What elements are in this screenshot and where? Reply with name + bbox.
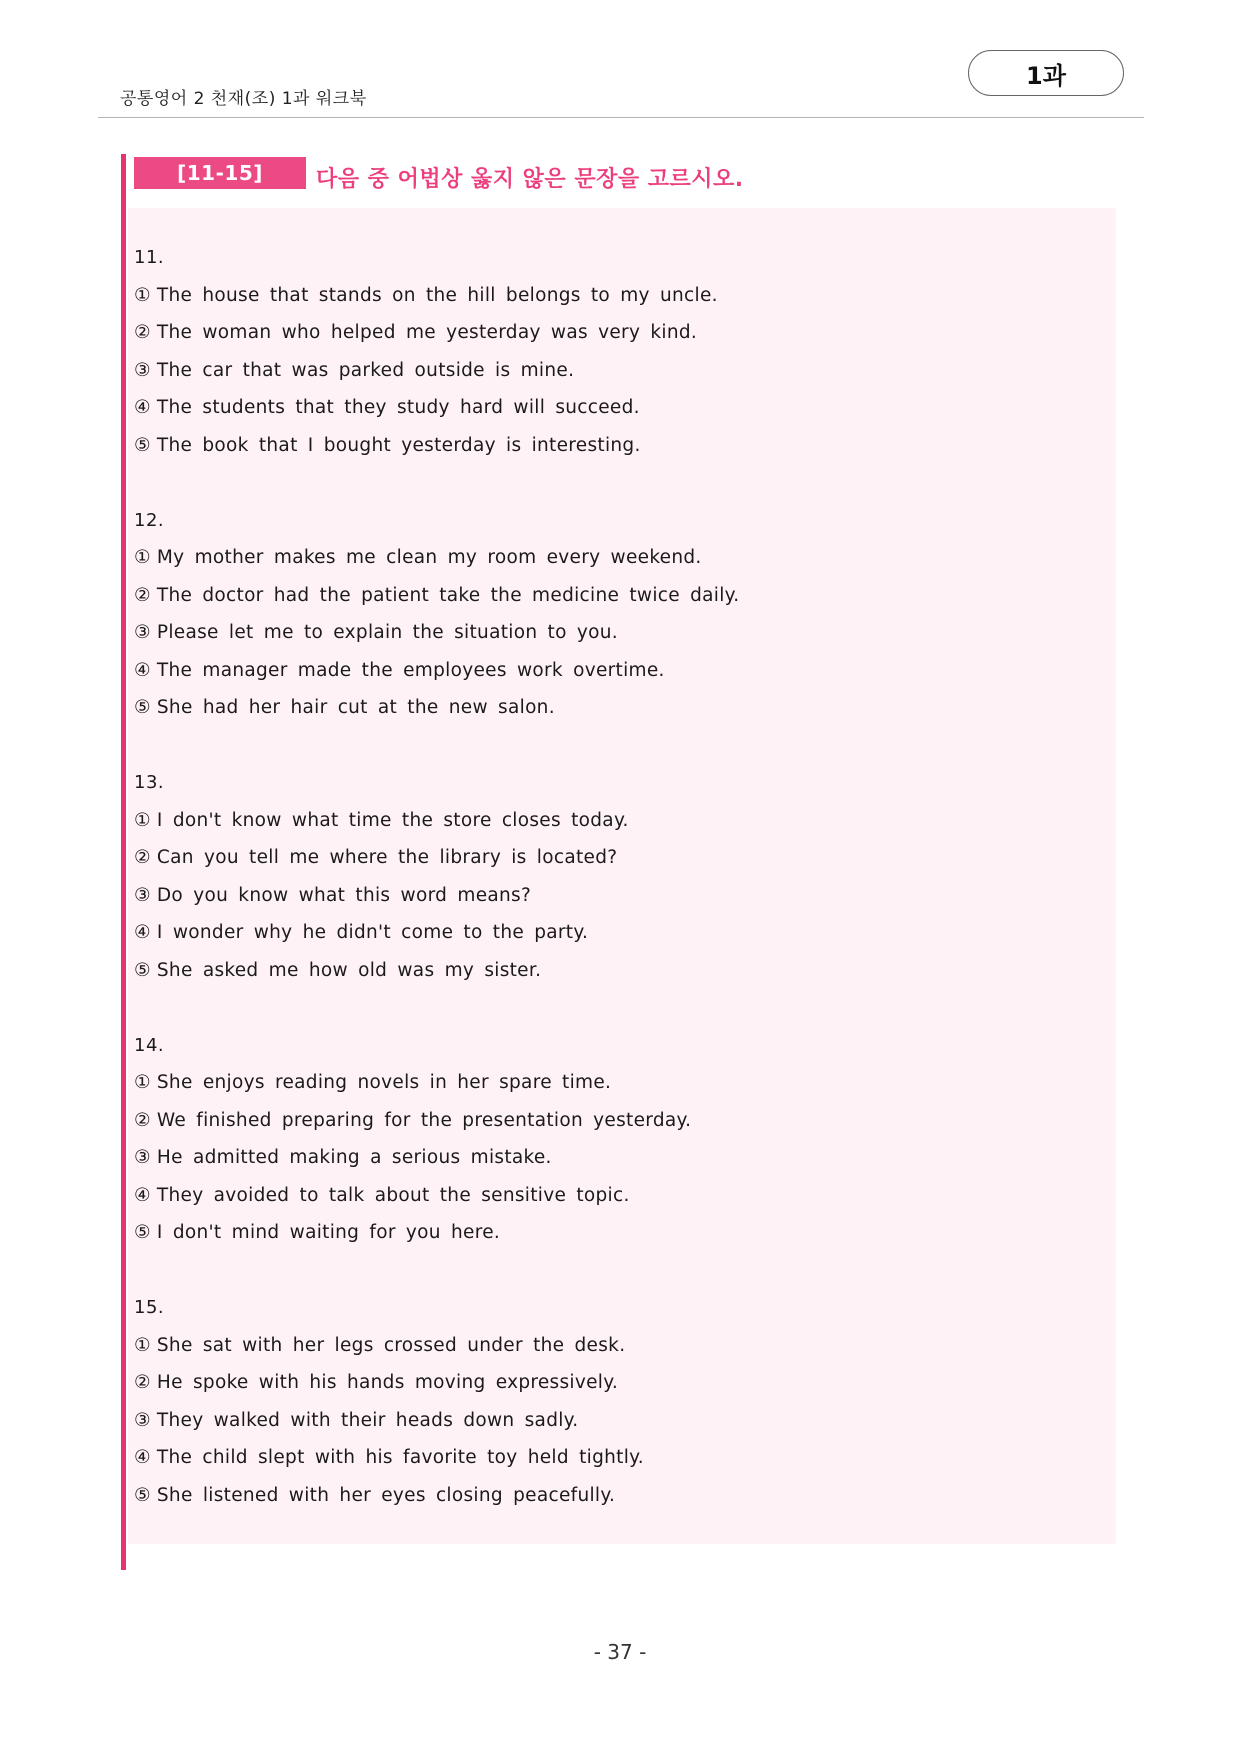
answer-option: [134, 393, 1094, 431]
option-text: I wonder why he didn't come to the party.: [156, 922, 589, 943]
option-text: They walked with their heads down sadly.: [156, 1409, 579, 1431]
question-block: [134, 1293, 1094, 1556]
option-marker: ②: [134, 1372, 151, 1393]
option-marker: ①: [134, 809, 151, 831]
answer-option: [134, 1406, 1094, 1444]
option-marker: ③: [134, 622, 151, 643]
answer-option: [134, 581, 1094, 619]
option-marker: ⑤: [134, 1484, 151, 1506]
answer-option: [134, 618, 1094, 656]
option-marker: ②: [134, 584, 151, 606]
answer-option: [134, 543, 1094, 581]
question-number: 11.: [134, 247, 165, 268]
option-marker: ⑤: [134, 697, 151, 718]
header-divider: [98, 117, 1144, 118]
option-text: The woman who helped me yesterday was very kind.: [156, 322, 698, 343]
option-marker: ①: [134, 284, 151, 306]
question-list: [134, 243, 1094, 1556]
option-text: The child slept with his favorite toy held tightly.: [156, 1447, 644, 1468]
option-marker: ②: [134, 847, 151, 868]
option-text: I don't mind waiting for you here.: [156, 1222, 501, 1243]
question-block: [134, 506, 1094, 769]
question-range-tag: [11-15]: [134, 157, 306, 189]
option-text: Do you know what this word means?: [156, 884, 532, 906]
option-marker: ①: [134, 1072, 151, 1093]
option-marker: ③: [134, 1147, 151, 1168]
option-marker: ⑤: [134, 959, 151, 981]
option-text: We finished preparing for the presentation yesterday.: [156, 1109, 692, 1131]
question-number: 15.: [134, 1297, 165, 1318]
answer-option: [134, 1331, 1094, 1369]
option-marker: ③: [134, 884, 151, 906]
answer-option: [134, 806, 1094, 844]
chapter-badge: 1과: [968, 50, 1124, 96]
document-title: 공통영어 2 천재(조) 1과 워크북: [120, 89, 367, 109]
option-text: He spoke with his hands moving expressively.: [156, 1372, 619, 1393]
option-text: The house that stands on the hill belongs to my uncle.: [156, 284, 718, 306]
option-marker: ④: [134, 397, 151, 418]
page-number: - 37 -: [593, 1640, 647, 1664]
answer-option: [134, 693, 1094, 731]
section-accent-bar: [121, 154, 126, 1570]
option-marker: ④: [134, 659, 151, 681]
option-text: He admitted making a serious mistake.: [156, 1147, 552, 1168]
question-number: 14.: [134, 1034, 165, 1056]
answer-option: [134, 1106, 1094, 1144]
question-block: [134, 1031, 1094, 1294]
option-marker: ③: [134, 1409, 151, 1431]
answer-option: [134, 656, 1094, 694]
answer-option: [134, 281, 1094, 319]
answer-option: [134, 1443, 1094, 1481]
question-block: [134, 768, 1094, 1031]
option-marker: ④: [134, 922, 151, 943]
question-number: 12.: [134, 509, 165, 531]
answer-option: [134, 918, 1094, 956]
option-text: The manager made the employees work overtime.: [156, 659, 665, 681]
answer-option: [134, 1481, 1094, 1519]
question-block: [134, 243, 1094, 506]
option-marker: ⑤: [134, 1222, 151, 1243]
option-marker: ②: [134, 1109, 151, 1131]
option-text: She sat with her legs crossed under the desk.: [156, 1334, 626, 1356]
answer-option: [134, 1218, 1094, 1256]
option-text: My mother makes me clean my room every weekend.: [156, 547, 702, 568]
option-text: The students that they study hard will succeed.: [156, 397, 640, 418]
answer-option: [134, 1068, 1094, 1106]
option-text: Please let me to explain the situation to you.: [156, 622, 618, 643]
option-text: The car that was parked outside is mine.: [156, 359, 575, 381]
option-marker: ①: [134, 1334, 151, 1356]
option-text: She enjoys reading novels in her spare time.: [156, 1072, 612, 1093]
answer-option: [134, 843, 1094, 881]
option-text: Can you tell me where the library is located?: [156, 847, 618, 868]
answer-option: [134, 318, 1094, 356]
answer-option: [134, 881, 1094, 919]
option-marker: ⑤: [134, 434, 151, 456]
option-text: I don't know what time the store closes today.: [156, 809, 629, 831]
answer-option: [134, 956, 1094, 994]
answer-option: [134, 1143, 1094, 1181]
option-marker: ③: [134, 359, 151, 381]
answer-option: [134, 1181, 1094, 1219]
option-marker: ④: [134, 1447, 151, 1468]
option-marker: ①: [134, 547, 151, 568]
option-text: The doctor had the patient take the medicine twice daily.: [156, 584, 740, 606]
option-text: The book that I bought yesterday is interesting.: [156, 434, 641, 456]
answer-option: [134, 356, 1094, 394]
option-text: They avoided to talk about the sensitive topic.: [156, 1184, 630, 1206]
question-number: 13.: [134, 772, 165, 793]
option-marker: ④: [134, 1184, 151, 1206]
option-text: She had her hair cut at the new salon.: [156, 697, 555, 718]
section-instruction: 다음 중 어법상 옳지 않은 문장을 고르시오.: [316, 167, 744, 192]
option-marker: ②: [134, 322, 151, 343]
option-text: She asked me how old was my sister.: [156, 959, 542, 981]
answer-option: [134, 1368, 1094, 1406]
answer-option: [134, 431, 1094, 469]
option-text: She listened with her eyes closing peacefully.: [156, 1484, 616, 1506]
